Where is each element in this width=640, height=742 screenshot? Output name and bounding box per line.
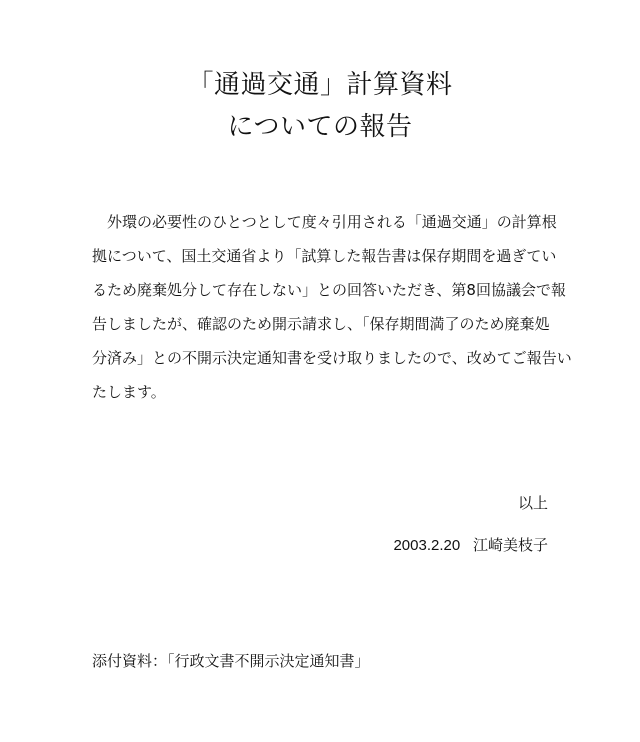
document-date: 2003.2.20	[393, 537, 461, 554]
body-line: 告しましたが、確認のため開示請求し、「保存期間満了のため廃棄処	[92, 315, 550, 333]
body-line: 拠について、国土交通省より「試算した報告書は保存期間を過ぎてい	[92, 247, 557, 265]
closing-remark: 以上	[517, 494, 548, 512]
document-title-line-2: についての報告	[227, 112, 413, 142]
author-name: 江崎美枝子	[472, 536, 548, 554]
signature-line	[393, 534, 548, 555]
body-line: 外環の必要性のひとつとして度々引用される「通過交通」の計算根	[107, 213, 557, 231]
document-title-line-1: 「通過交通」計算資料	[187, 70, 453, 100]
attachment-note: 添付資料：「行政文書不開示決定通知書」	[92, 652, 370, 670]
body-paragraph	[92, 210, 572, 414]
body-line: たします。	[92, 383, 166, 401]
body-line: るため廃棄処分して存在しない」との回答いただき、第8回協議会で報	[92, 281, 566, 299]
body-line: 分済み」との不開示決定通知書を受け取りましたので、改めてご報告い	[92, 349, 572, 367]
